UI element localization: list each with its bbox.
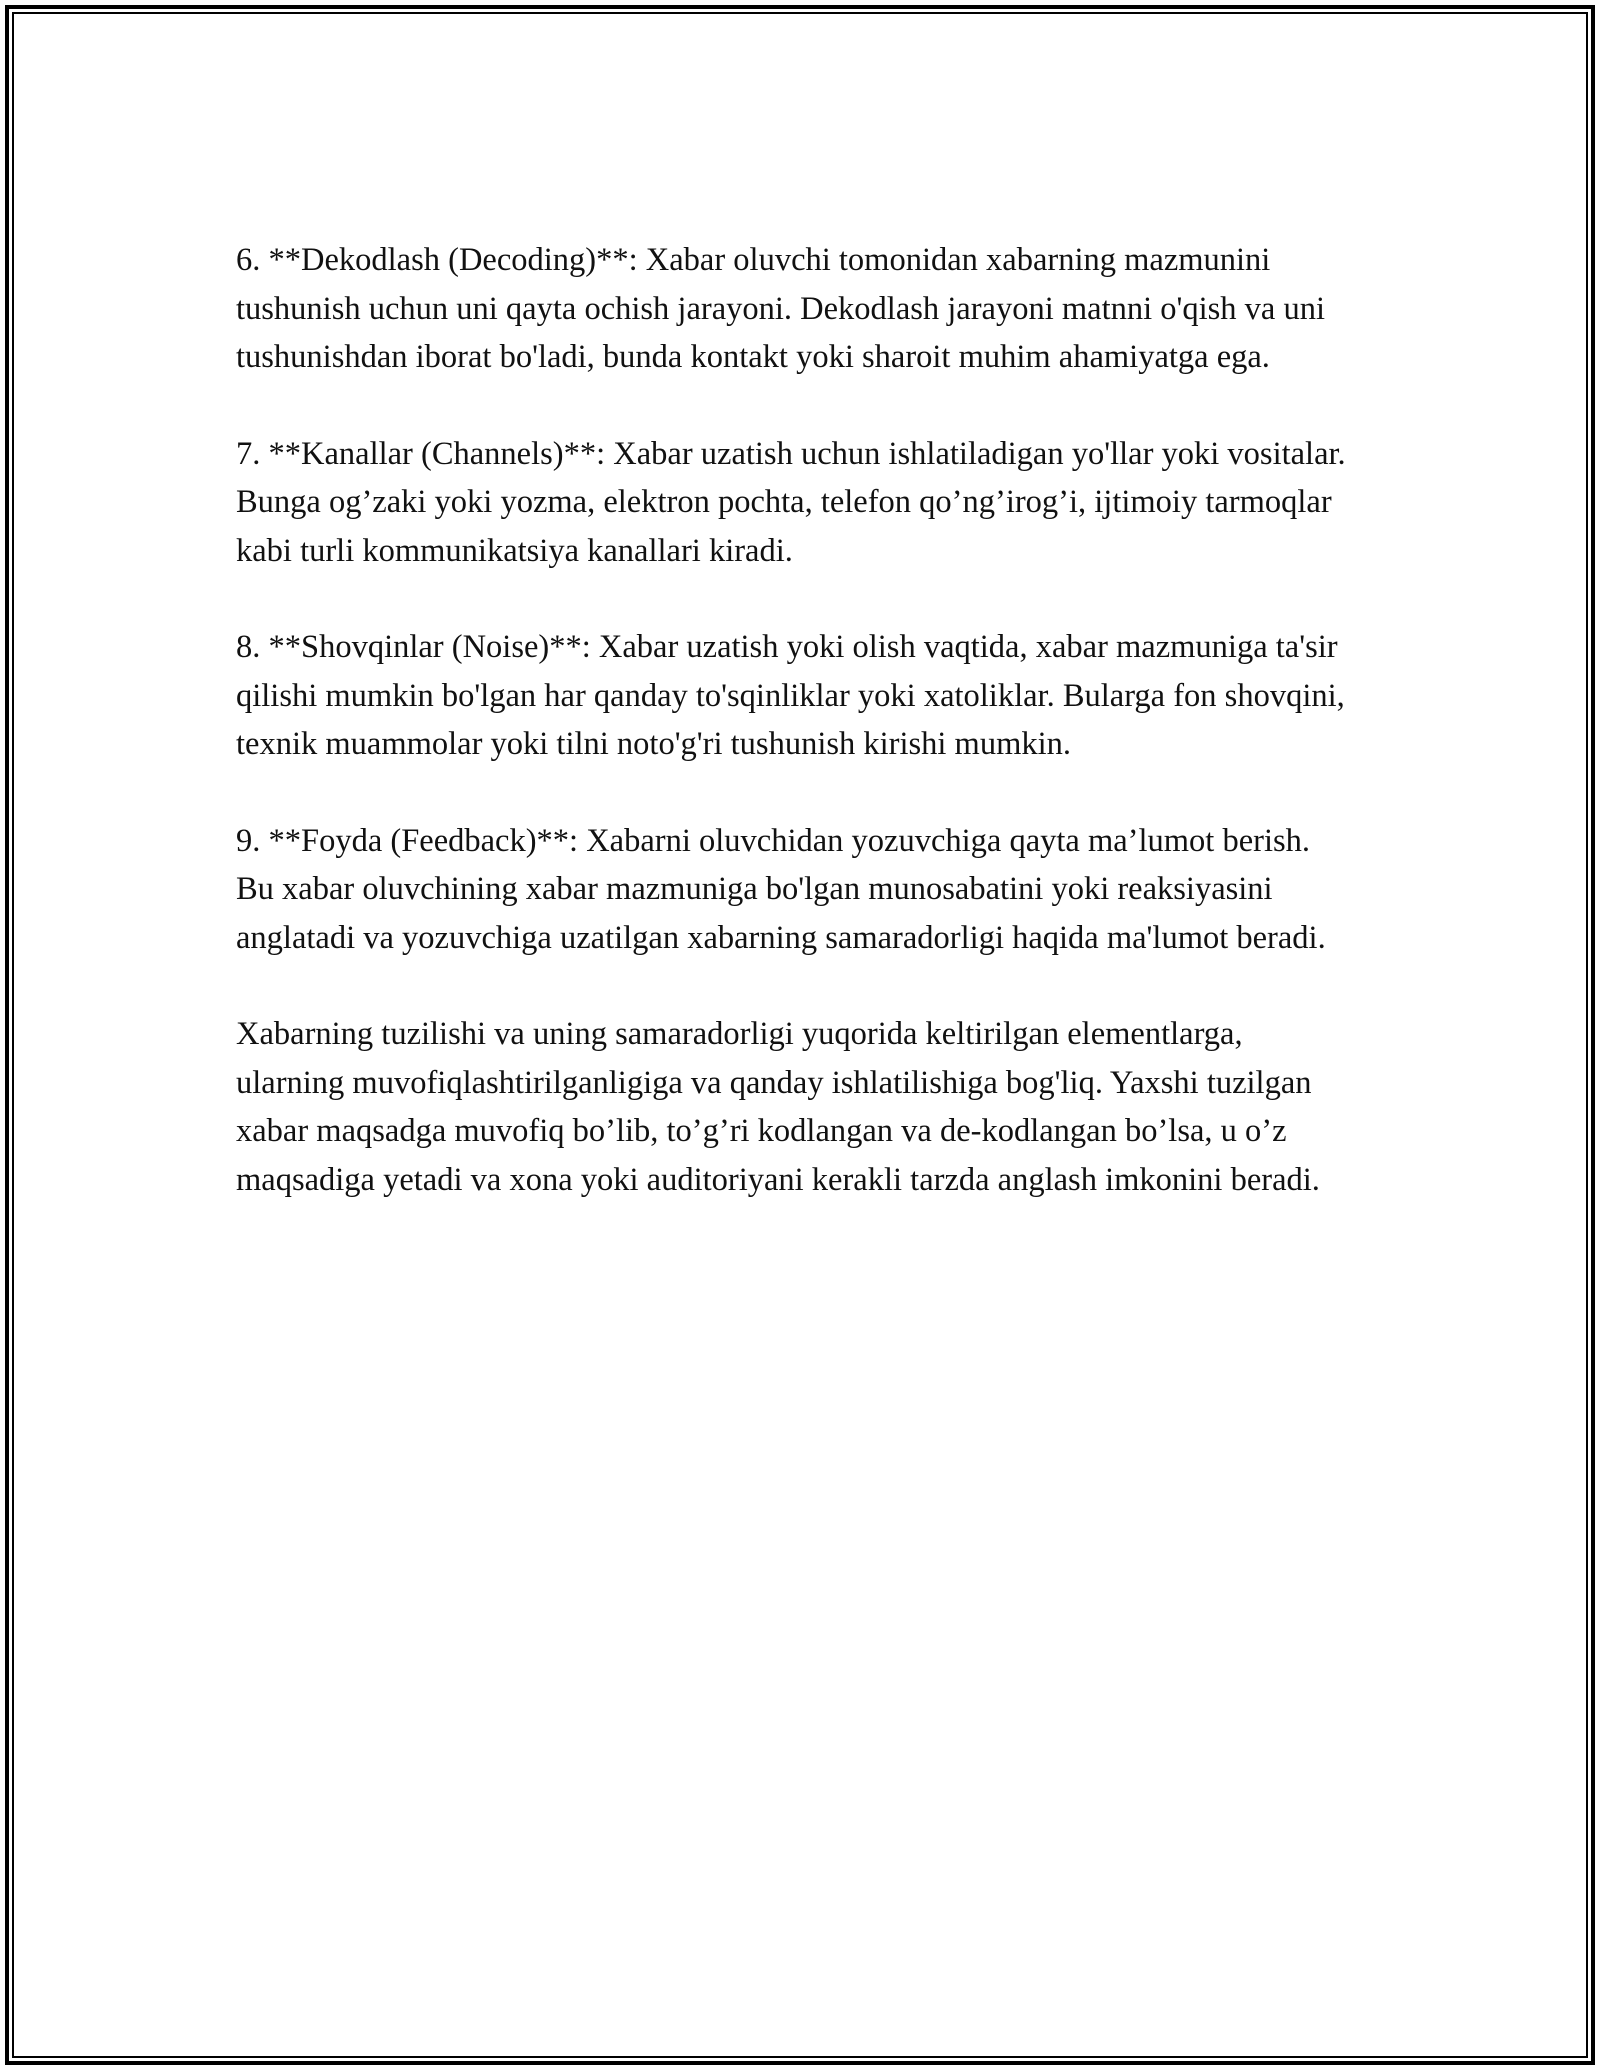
document-body (236, 236, 1356, 1204)
paragraph-noise: 8. **Shovqinlar (Noise)**: Xabar uzatish yoki olish vaqtida, xabar mazmuniga ta'sir qilishi mumkin bo'lgan har qanday to'sqinliklar yoki xatoliklar. Bularga fon shovqini, texnik muammolar yoki tilni noto'g'ri tushunish kirishi mumkin. (236, 629, 1345, 762)
paragraph-conclusion: Xabarning tuzilishi va uning samaradorligi yuqorida keltirilgan elementlarga, ularning muvofiqlashtirilganligiga va qanday ishlatilishiga bog'liq. Yaxshi tuzilgan xabar maqsadga muvofiq bo’lib, to’g’ri kodlangan va de-kodlangan bo’lsa, u o’z maqsadiga yetadi va xona yoki auditoriyani kerakli tarzda anglash imkonini beradi. (236, 1016, 1320, 1198)
paragraph-feedback: 9. **Foyda (Feedback)**: Xabarni oluvchidan yozuvchiga qayta ma’lumot berish. Bu xabar oluvchining xabar mazmuniga bo'lgan munosabatini yoki reaksiyasini anglatadi va yozuvchiga uzatilgan xabarning samaradorligi haqida ma'lumot beradi. (236, 822, 1326, 956)
paragraph-decoding: 6. **Dekodlash (Decoding)**: Xabar oluvchi tomonidan xabarning mazmunini tushunish uchun uni qayta ochish jarayoni. Dekodlash jarayoni matnni o'qish va uni tushunishdan iborat bo'ladi, bunda kontakt yoki sharoit muhim ahamiyatga ega. (236, 242, 1326, 375)
paragraph-channels: 7. **Kanallar (Channels)**: Xabar uzatish uchun ishlatiladigan yo'llar yoki vositalar. Bunga og’zaki yoki yozma, elektron pochta, telefon qo’ng’irog’i, ijtimoiy tarmoqlar kabi turli kommunikatsiya kanallari kiradi. (236, 435, 1346, 569)
